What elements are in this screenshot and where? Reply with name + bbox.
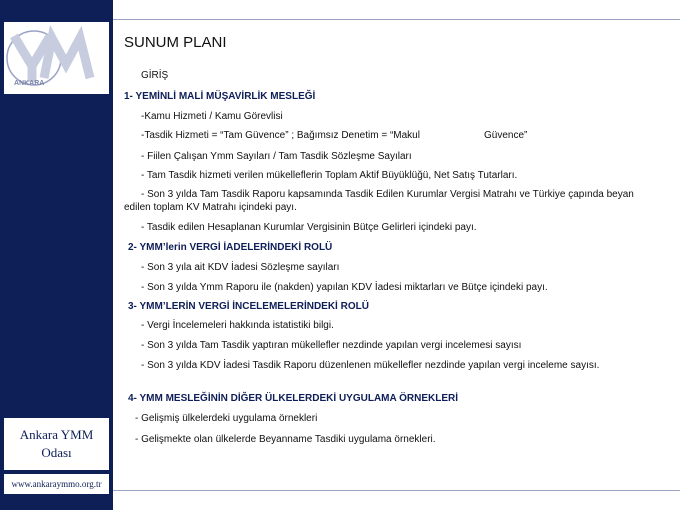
org-url[interactable]: www.ankaraymmo.org.tr	[4, 474, 109, 494]
ymm-logo	[4, 22, 109, 94]
list-item: - Fiilen Çalışan Ymm Sayıları / Tam Tasdik Sözleşme Sayıları	[141, 151, 412, 162]
section-heading-4: 4- YMM MESLEĞİNİN DİĞER ÜLKELERDEKİ UYGULAMA ÖRNEKLERİ	[128, 393, 459, 404]
org-name	[4, 418, 109, 470]
ymm-logo-icon	[4, 22, 109, 94]
section-heading-2: 2- YMM’lerin VERGİ İADELERİNDEKİ ROLÜ	[128, 242, 333, 253]
list-item: - Son 3 yılda Ymm Raporu ile (nakden) yapılan KDV İadesi miktarları ve Bütçe içindeki payı.	[141, 282, 548, 293]
list-item: - Son 3 yıla ait KDV İadesi Sözleşme sayıları	[141, 262, 340, 273]
top-divider	[113, 19, 680, 20]
list-item: - Son 3 yılda Tam Tasdik Raporu kapsamında Tasdik Edilen Kurumlar Vergisi Matrahı ve Türkiye çapında beyan edilen toplam KV Matrahı içindeki payı.	[124, 189, 634, 213]
org-name-line1: Ankara YMM	[19, 427, 94, 442]
section-intro: GİRİŞ	[141, 70, 169, 81]
list-item: - Tasdik edilen Hesaplanan Kurumlar Vergisinin Bütçe Gelirleri içindeki payı.	[141, 222, 477, 233]
list-item: - Vergi İncelemeleri hakkında istatistiki bilgi.	[141, 320, 334, 331]
sidebar	[0, 0, 113, 510]
list-item: - Son 3 yılda KDV İadesi Tasdik Raporu düzenlenen mükellefler nezdinde yapılan vergi inceleme sayısı.	[141, 360, 600, 371]
section-heading-3: 3- YMM’LERİN VERGİ İNCELEMELERİNDEKİ ROLÜ	[128, 301, 369, 312]
logo-text: ANKARA	[14, 80, 45, 87]
list-item-continuation: Güvence”	[484, 130, 528, 141]
list-item: - Son 3 yılda Tam Tasdik yaptıran mükellefler nezdinde yapılan vergi incelemesi sayısı	[141, 340, 522, 351]
list-item: - Gelişmiş ülkelerdeki uygulama örnekleri	[135, 413, 318, 424]
list-item: -Kamu Hizmeti / Kamu Görevlisi	[141, 111, 283, 122]
list-item: -Tasdik Hizmeti = “Tam Güvence” ; Bağımsız Denetim = “Makul	[141, 130, 420, 141]
org-name-line2: Odası	[41, 445, 72, 460]
list-item: - Gelişmekte olan ülkelerde Beyanname Tasdiki uygulama örnekleri.	[135, 434, 436, 445]
page-title: SUNUM PLANI	[124, 34, 227, 51]
list-item: - Tam Tasdik hizmeti verilen mükelleflerin Toplam Aktif Büyüklüğü, Net Satış Tutarları.	[141, 170, 518, 181]
section-heading-1: 1- YEMİNLİ MALİ MÜŞAVİRLİK MESLEĞİ	[124, 91, 316, 102]
bottom-divider	[113, 490, 680, 491]
